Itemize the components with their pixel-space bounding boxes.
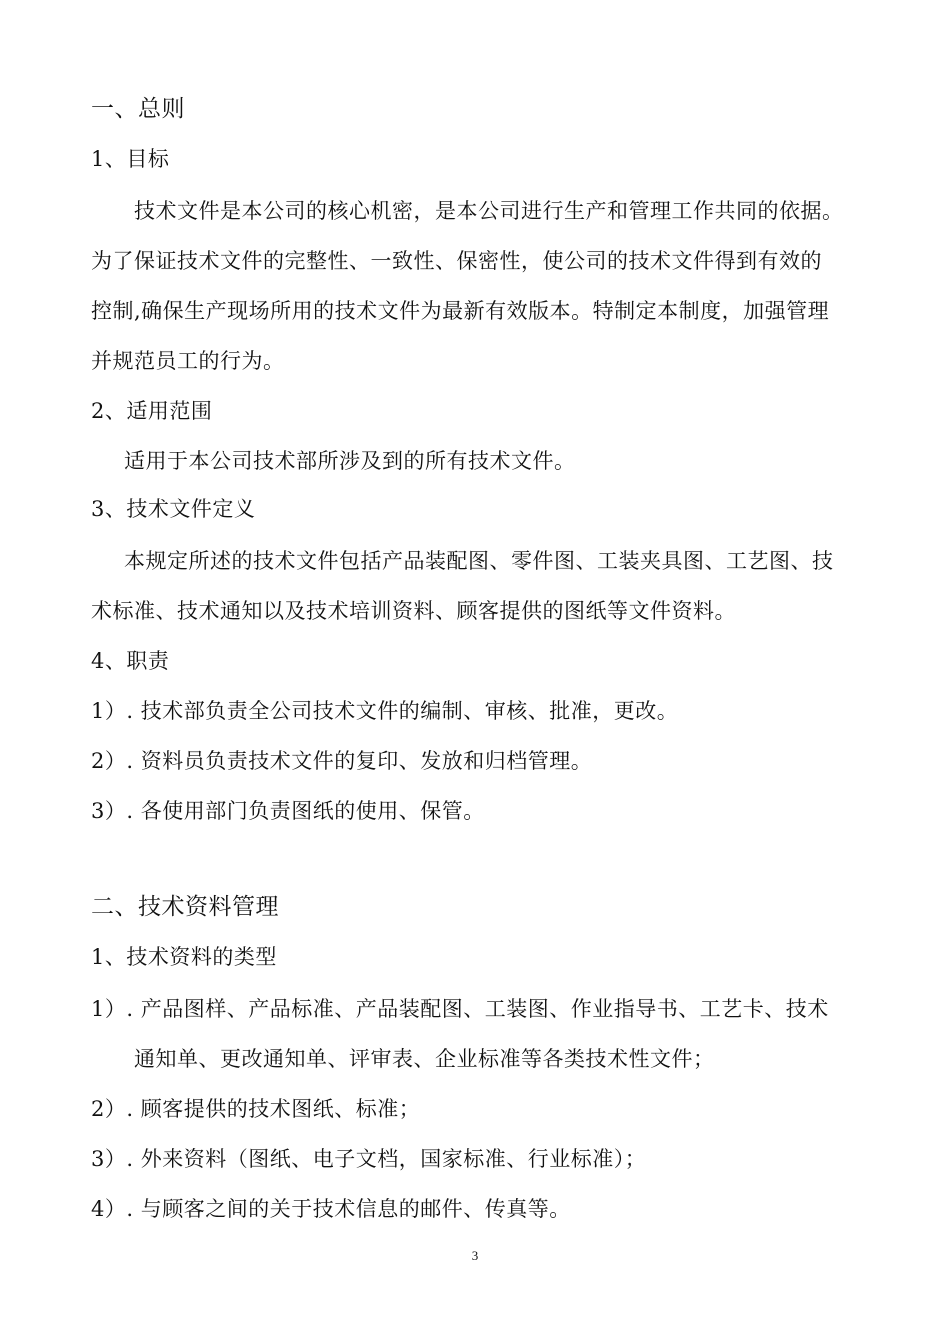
subsection-heading: 4、职责 [91,649,170,673]
list-item-continuation: 通知单、更改通知单、评审表、企业标准等各类技术性文件； [134,1047,715,1071]
subsection-heading: 3、技术文件定义 [91,497,256,521]
subsection-heading: 2、适用范围 [91,399,213,423]
list-item: 2）. 顾客提供的技术图纸、标准； [91,1097,421,1121]
section-heading: 一、总则 [91,96,185,122]
paragraph-line: 适用于本公司技术部所涉及到的所有技术文件。 [124,449,576,473]
paragraph-line: 本规定所述的技术文件包括产品装配图、零件图、工装夹具图、工艺图、技 [124,549,834,573]
paragraph-line: 为了保证技术文件的完整性、一致性、保密性，使公司的技术文件得到有效的 [91,249,822,273]
page-number: 3 [471,1248,479,1263]
subsection-heading: 1、技术资料的类型 [91,945,277,969]
list-item: 1）. 技术部负责全公司技术文件的编制、审核、批准，更改。 [91,699,679,723]
paragraph-line: 并规范员工的行为。 [91,349,285,373]
paragraph-line: 技术文件是本公司的核心机密，是本公司进行生产和管理工作共同的依据。 [134,199,844,223]
list-item: 3）. 外来资料（图纸、电子文档，国家标准、行业标准）； [91,1147,647,1171]
paragraph-line: 术标准、技术通知以及技术培训资料、顾客提供的图纸等文件资料。 [91,599,736,623]
section-heading: 二、技术资料管理 [91,894,279,920]
list-item: 1）. 产品图样、产品标准、产品装配图、工装图、作业指导书、工艺卡、技术 [91,997,829,1021]
paragraph-line: 控制,确保生产现场所用的技术文件为最新有效版本。特制定本制度，加强管理 [91,299,830,323]
subsection-heading: 1、目标 [91,147,170,171]
list-item: 3）. 各使用部门负责图纸的使用、保管。 [91,799,485,823]
list-item: 4）. 与顾客之间的关于技术信息的邮件、传真等。 [91,1197,571,1221]
list-item: 2）. 资料员负责技术文件的复印、发放和归档管理。 [91,749,593,773]
